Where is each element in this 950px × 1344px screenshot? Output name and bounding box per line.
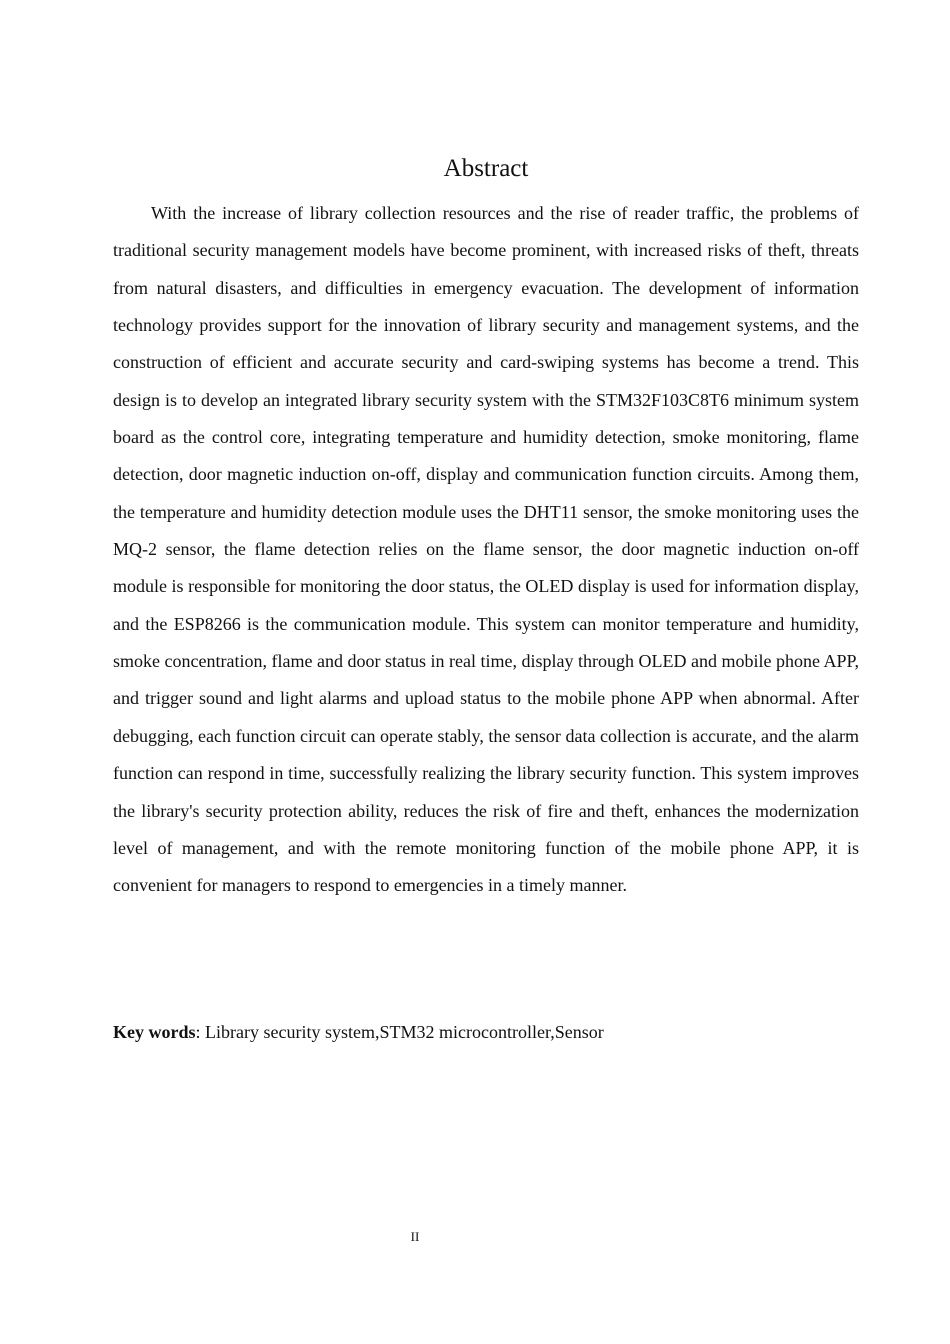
keywords-separator: : bbox=[195, 1022, 206, 1042]
keywords-line bbox=[113, 1016, 859, 1048]
keywords-value: Library security system,STM32 microcontroller,Sensor bbox=[205, 1022, 604, 1042]
abstract-body: With the increase of library collection resources and the rise of reader traffic, the problems of traditional security management models have become prominent, with increased risks of theft, threats from natural disasters, and difficulties in emergency evacuation. The development of information technology provides support for the innovation of library security and management systems, and the construction of efficient and accurate security and card-swiping systems has become a trend. This design is to develop an integrated library security system with the STM32F103C8T6 minimum system board as the control core, integrating temperature and humidity detection, smoke monitoring, flame detection, door magnetic induction on-off, display and communication function circuits. Among them, the temperature and humidity detection module uses the DHT11 sensor, the smoke monitoring uses the MQ-2 sensor, the flame detection relies on the flame sensor, the door magnetic induction on-off module is responsible for monitoring the door status, the OLED display is used for information display, and the ESP8266 is the communication module. This system can monitor temperature and humidity, smoke concentration, flame and door status in real time, display through OLED and mobile phone APP, and trigger sound and light alarms and upload status to the mobile phone APP when abnormal. After debugging, each function circuit can operate stably, the sensor data collection is accurate, and the alarm function can respond in time, successfully realizing the library security function. This system improves the library's security protection ability, reduces the risk of fire and theft, enhances the modernization level of management, and with the remote monitoring function of the mobile phone APP, it is convenient for managers to respond to emergencies in a timely manner. bbox=[113, 203, 859, 896]
abstract-title: Abstract bbox=[443, 155, 529, 182]
keywords-label: Key words bbox=[113, 1022, 196, 1042]
page-number: II bbox=[410, 1229, 420, 1244]
